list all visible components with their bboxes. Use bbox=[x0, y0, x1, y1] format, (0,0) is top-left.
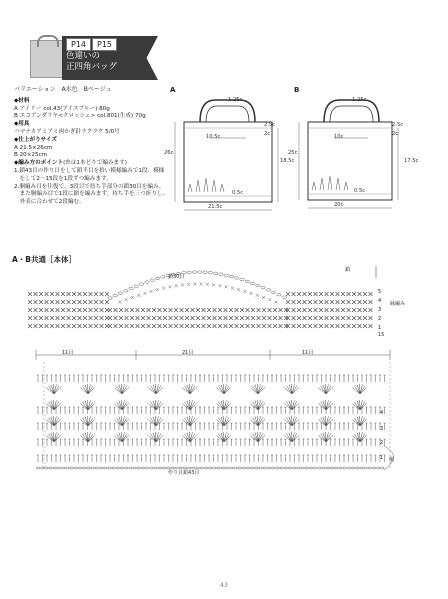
page-tag-p14: P14 bbox=[66, 38, 91, 51]
a-body-h-dim: 18.5c bbox=[280, 158, 295, 164]
body-row-15: 15 bbox=[378, 332, 385, 338]
a-bottom-w-dim: 21.5c bbox=[208, 204, 223, 210]
b-bottom-w-dim: 20c bbox=[334, 202, 344, 208]
tools-heading: ◆用具 bbox=[14, 121, 30, 128]
b-top-gap-dim: 1.25c bbox=[352, 97, 367, 103]
row-mark-4: 4 bbox=[378, 298, 382, 304]
pattern-title bbox=[66, 51, 117, 73]
points-heading: ◆編み方のポイント bbox=[14, 160, 64, 167]
materials-heading: ◆材料 bbox=[14, 97, 30, 104]
diagram-a-label: A bbox=[170, 86, 176, 94]
crochet-chart bbox=[18, 264, 418, 484]
body-row-1: 1 bbox=[380, 455, 384, 461]
bag-diagram-a bbox=[170, 92, 290, 220]
row-mark-3: 3 bbox=[378, 307, 382, 313]
points-line-4: また胴編み目で1段に鎖を編みます。持ち手を三つ折りし、 bbox=[14, 191, 169, 198]
materials-b: B エコアンダリヤ<クロッシェ> col.801(生成) 70g bbox=[14, 113, 146, 120]
a-handle-w-dim: 10.5c bbox=[206, 134, 221, 140]
row-mark-5: 5 bbox=[378, 289, 382, 295]
diagram-b-label: B bbox=[294, 86, 300, 94]
start-chain-label: 作り目鎖43目 bbox=[168, 470, 200, 476]
b-side-dim: 2c bbox=[392, 131, 399, 137]
b-handle-h-dim: 2.5c bbox=[392, 122, 404, 128]
size-a: A 21.5×26cm bbox=[14, 144, 53, 151]
bag-thumbnail-image bbox=[30, 40, 64, 78]
row-mark-2: 2 bbox=[378, 316, 382, 322]
row-mark-1: 1 bbox=[378, 325, 382, 331]
size-heading: ◆仕上がりサイズ bbox=[14, 136, 58, 143]
width-left-label: 11目 bbox=[62, 350, 74, 356]
body-row-4: 4 bbox=[380, 410, 384, 416]
body-side-label: 胴 bbox=[389, 457, 395, 463]
chart-title: A・B共通［本体］ bbox=[12, 255, 77, 264]
points-line-3: 2.胴編み目を往復で、3段目で持ち手部分の鎖30目を編み、 bbox=[14, 183, 165, 190]
b-total-h-dim: 25c bbox=[288, 150, 298, 156]
points-note: (糸は1本どりで編みます) bbox=[63, 160, 127, 167]
handle-chain-label: 鎖30目 bbox=[168, 274, 185, 280]
points-line-1: 1.鎖43目の作り目をして鎖半目を拾い模様編みで1段、模様 bbox=[14, 167, 165, 174]
a-handle-h-dim: 2.5c bbox=[264, 122, 276, 128]
width-center-label: 21目 bbox=[182, 350, 194, 356]
pattern-info bbox=[14, 86, 174, 207]
size-b: B 20×25cm bbox=[14, 152, 48, 159]
edging-label: 縁編み bbox=[390, 301, 406, 307]
a-top-gap-dim: 1.25c bbox=[228, 97, 243, 103]
tools-line: ハマナカアミアミ両かぎ針ラクラク 5/0号 bbox=[14, 128, 120, 135]
pattern-title-line1: 色違いの bbox=[66, 51, 101, 61]
pattern-title-line2: 正四角バッグ bbox=[66, 62, 118, 72]
page-tag-p15: P15 bbox=[92, 38, 117, 51]
materials-a: A アイリー col.43(アイスブルー) 80g bbox=[14, 105, 110, 112]
points-line-2: をして2〜15段を1段ずつ編みます。 bbox=[14, 175, 112, 182]
chain-arrow-label: 鎖 bbox=[345, 267, 351, 273]
points-line-5: 外表に合わせて2段編む。 bbox=[14, 199, 85, 206]
page-number: 43 bbox=[220, 582, 228, 589]
bag-diagram-b bbox=[294, 92, 414, 220]
a-total-h-dim: 26c bbox=[164, 150, 174, 156]
width-right-label: 11目 bbox=[302, 350, 314, 356]
b-body-h-dim: 17.5c bbox=[404, 158, 419, 164]
a-bottom-band-dim: 0.5c bbox=[232, 190, 244, 196]
body-row-3: 3 bbox=[380, 426, 384, 432]
body-row-2: 2 bbox=[380, 440, 384, 446]
variation-line: バリエーション A水色 Bベージュ bbox=[14, 86, 112, 93]
b-bottom-band-dim: 0.5c bbox=[354, 188, 366, 194]
a-side-dim: 2c bbox=[264, 131, 271, 137]
b-handle-w-dim: 10c bbox=[334, 134, 344, 140]
